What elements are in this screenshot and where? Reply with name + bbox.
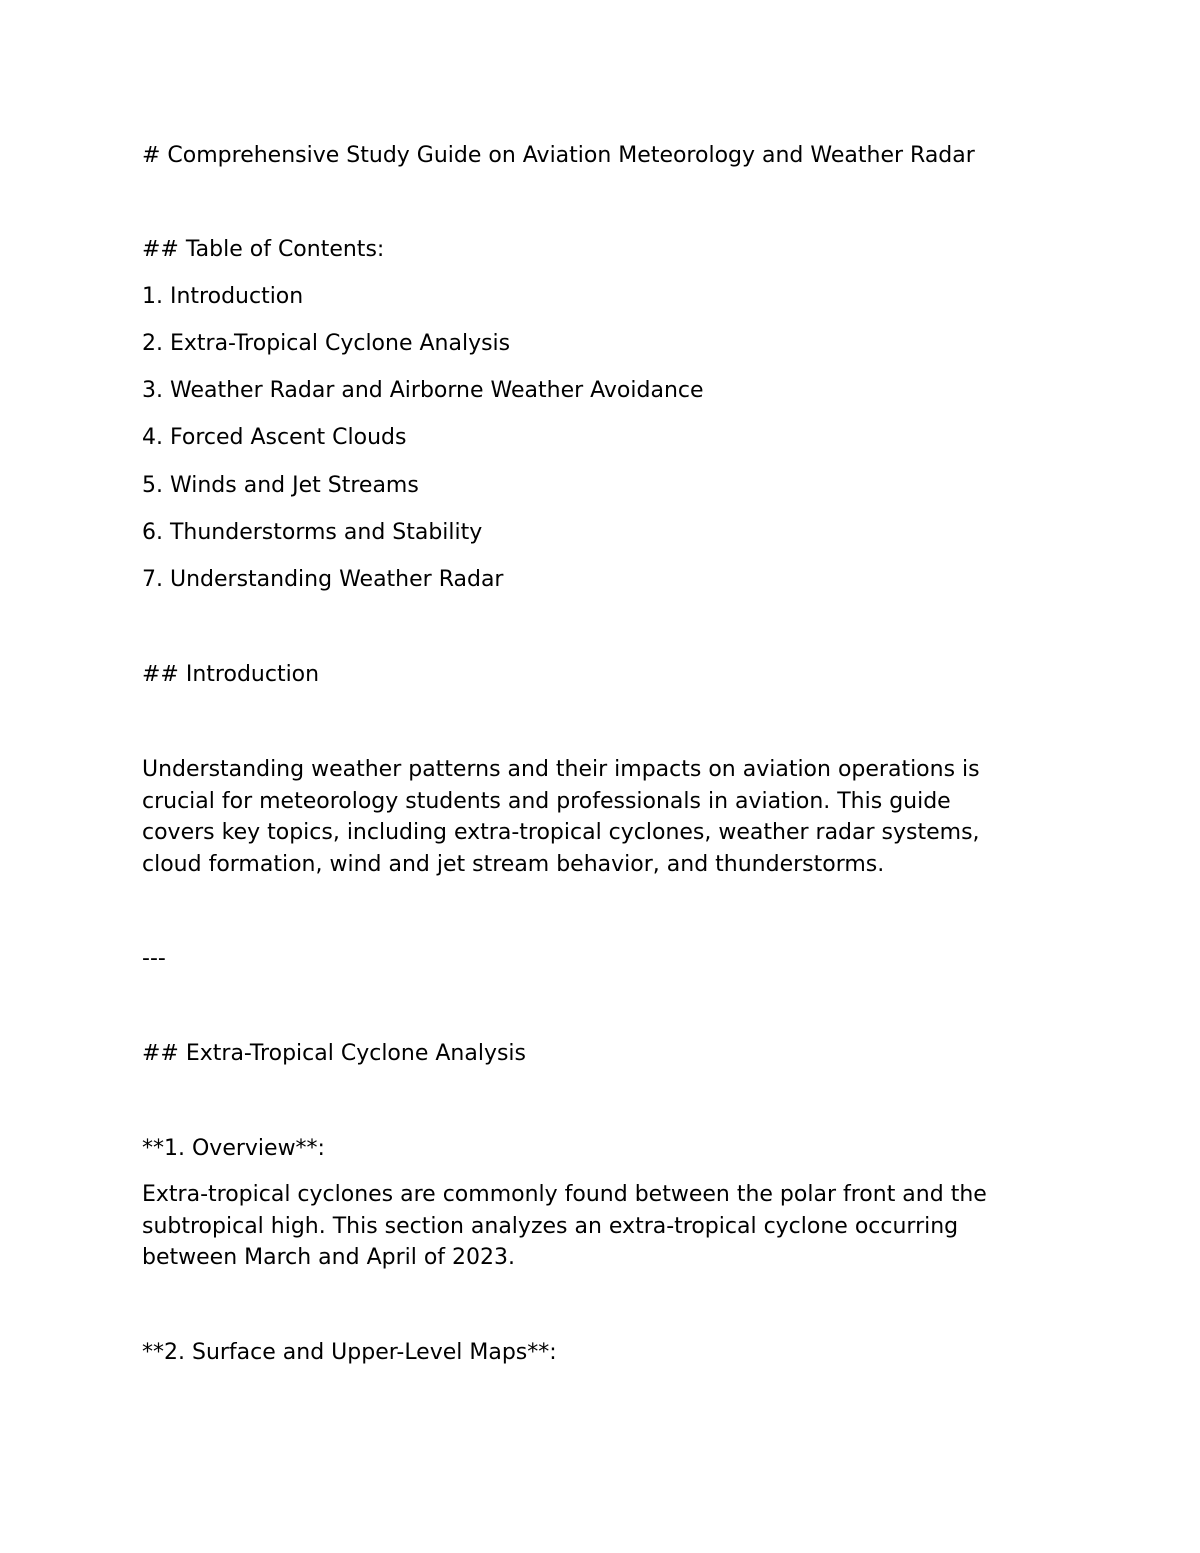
overview-line: subtropical high. This section analyzes an extra-tropical cyclone occurring xyxy=(142,1213,959,1239)
toc-item-cyclone-analysis: 2. Extra-Tropical Cyclone Analysis xyxy=(142,331,511,356)
overview-line: Extra-tropical cyclones are commonly found between the polar front and the xyxy=(142,1182,987,1207)
toc-item-understanding-radar: 7. Understanding Weather Radar xyxy=(142,567,504,592)
maps-heading: **2. Surface and Upper-Level Maps**: xyxy=(142,1340,557,1365)
intro-heading: ## Introduction xyxy=(142,662,320,687)
document-title: # Comprehensive Study Guide on Aviation Meteorology and Weather Radar xyxy=(142,143,975,168)
intro-line: cloud formation, wind and jet stream behavior, and thunderstorms. xyxy=(142,851,885,877)
section-separator: --- xyxy=(142,946,166,971)
intro-paragraph xyxy=(142,754,1062,880)
toc-item-weather-radar-avoidance: 3. Weather Radar and Airborne Weather Avoidance xyxy=(142,378,704,403)
intro-line: covers key topics, including extra-tropical cyclones, weather radar systems, xyxy=(142,820,980,845)
intro-line: crucial for meteorology students and professionals in aviation. This guide xyxy=(142,788,951,814)
intro-line: Understanding weather patterns and their impacts on aviation operations is xyxy=(142,757,980,782)
overview-paragraph xyxy=(142,1179,1062,1274)
overview-heading: **1. Overview**: xyxy=(142,1136,325,1161)
toc-item-winds-jet-streams: 5. Winds and Jet Streams xyxy=(142,473,419,498)
toc-heading: ## Table of Contents: xyxy=(142,237,385,262)
cyclone-heading: ## Extra-Tropical Cyclone Analysis xyxy=(142,1041,527,1066)
toc-item-introduction: 1. Introduction xyxy=(142,284,304,309)
toc-item-thunderstorms-stability: 6. Thunderstorms and Stability xyxy=(142,520,483,545)
toc-item-forced-ascent-clouds: 4. Forced Ascent Clouds xyxy=(142,425,407,450)
overview-line: between March and April of 2023. xyxy=(142,1245,516,1270)
